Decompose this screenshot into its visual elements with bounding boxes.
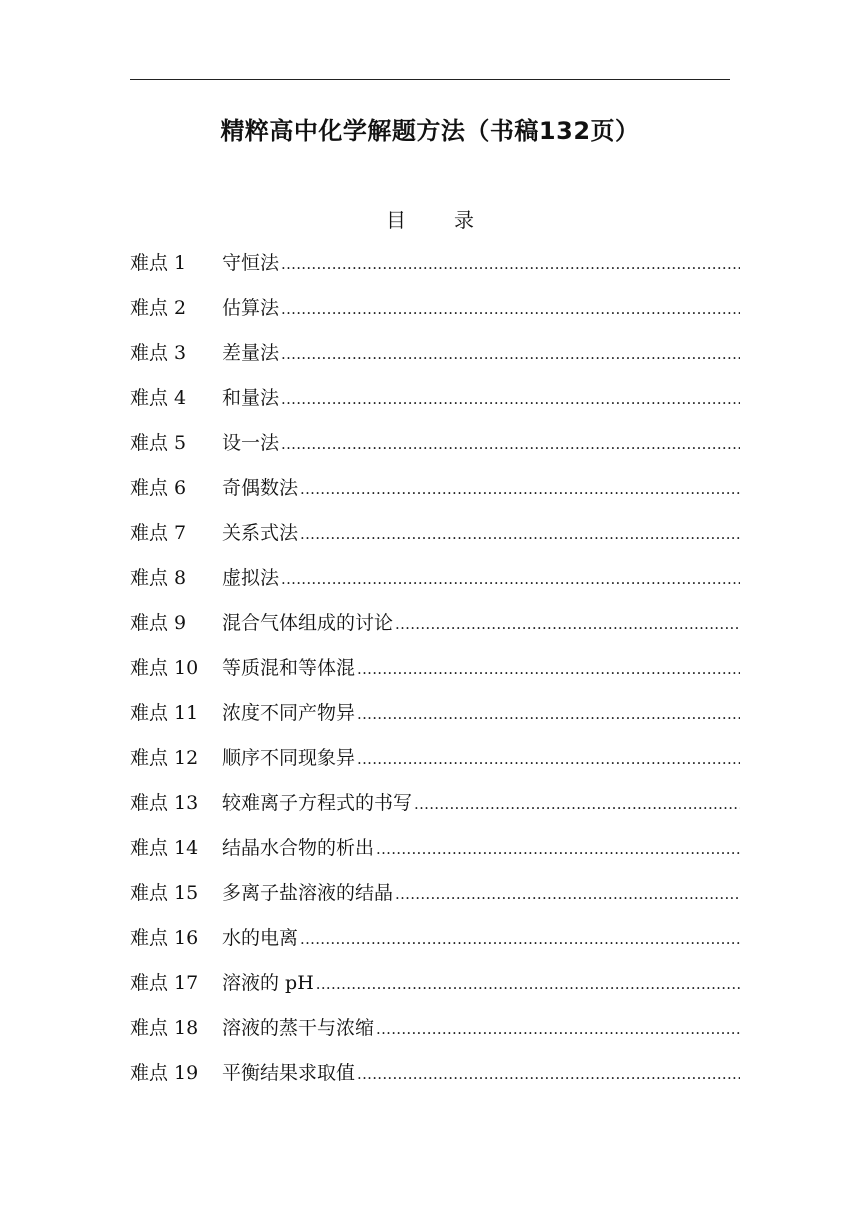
toc-entry-number: 难点 12 — [130, 747, 199, 769]
toc-entry[interactable] — [130, 384, 740, 429]
toc-entry[interactable] — [130, 699, 740, 744]
toc-entry-label: 虚拟法 — [222, 567, 280, 589]
dot-leader — [357, 700, 740, 728]
toc-heading-left: 目 — [386, 208, 406, 232]
toc-entry[interactable] — [130, 789, 740, 834]
toc-entry[interactable] — [130, 519, 740, 564]
toc-entry-label: 设一法 — [222, 432, 280, 454]
toc-heading-right: 录 — [454, 208, 474, 232]
toc-entry-label: 差量法 — [222, 342, 280, 364]
dot-leader — [300, 520, 740, 548]
dot-leader — [281, 385, 740, 413]
dot-leader — [281, 250, 740, 278]
toc-entry[interactable] — [130, 564, 740, 609]
toc-entry-label: 溶液的 pH — [222, 972, 314, 994]
toc-entry-number: 难点 16 — [130, 927, 199, 949]
table-of-contents — [130, 249, 740, 1104]
toc-entry-number: 难点 11 — [130, 702, 199, 724]
toc-entry[interactable] — [130, 1014, 740, 1059]
toc-entry-label: 和量法 — [222, 387, 280, 409]
toc-entry-number: 难点 10 — [130, 657, 199, 679]
dot-leader — [316, 970, 740, 998]
document-title: 精粹高中化学解题方法（书稿132页） — [220, 117, 640, 145]
toc-entry[interactable] — [130, 339, 740, 384]
toc-entry[interactable] — [130, 969, 740, 1014]
toc-entry[interactable] — [130, 924, 740, 969]
toc-entry[interactable] — [130, 294, 740, 339]
dot-leader — [300, 475, 740, 503]
dot-leader — [414, 790, 740, 818]
dot-leader — [281, 430, 740, 458]
toc-entry[interactable] — [130, 744, 740, 789]
toc-entry[interactable] — [130, 474, 740, 519]
dot-leader — [395, 610, 740, 638]
toc-entry-number: 难点 9 — [130, 612, 187, 634]
toc-entry-number: 难点 15 — [130, 882, 199, 904]
toc-entry-label: 守恒法 — [222, 252, 280, 274]
header-rule — [130, 79, 730, 80]
toc-entry-label: 平衡结果求取值 — [222, 1062, 356, 1084]
toc-entry-label: 奇偶数法 — [222, 477, 299, 499]
toc-entry[interactable] — [130, 1059, 740, 1104]
toc-entry-label: 多离子盐溶液的结晶 — [222, 882, 394, 904]
toc-entry-number: 难点 3 — [130, 342, 187, 364]
toc-entry-number: 难点 4 — [130, 387, 187, 409]
toc-entry[interactable] — [130, 879, 740, 924]
toc-entry-number: 难点 5 — [130, 432, 187, 454]
toc-entry-number: 难点 14 — [130, 837, 199, 859]
dot-leader — [281, 340, 740, 368]
toc-entry-label: 浓度不同产物异 — [222, 702, 356, 724]
toc-entry[interactable] — [130, 249, 740, 294]
toc-entry-number: 难点 6 — [130, 477, 187, 499]
dot-leader — [376, 835, 740, 863]
toc-entry-label: 水的电离 — [222, 927, 299, 949]
toc-entry-number: 难点 2 — [130, 297, 187, 319]
toc-entry-number: 难点 8 — [130, 567, 187, 589]
toc-entry-number: 难点 18 — [130, 1017, 199, 1039]
toc-entry-number: 难点 7 — [130, 522, 187, 544]
toc-entry-label: 关系式法 — [222, 522, 299, 544]
toc-entry-label: 混合气体组成的讨论 — [222, 612, 394, 634]
toc-entry-number: 难点 1 — [130, 252, 187, 274]
toc-entry-number: 难点 17 — [130, 972, 199, 994]
toc-entry-label: 结晶水合物的析出 — [222, 837, 375, 859]
dot-leader — [357, 1060, 740, 1088]
dot-leader — [300, 925, 740, 953]
toc-entry[interactable] — [130, 429, 740, 474]
dot-leader — [376, 1015, 740, 1043]
toc-entry[interactable] — [130, 609, 740, 654]
toc-entry-number: 难点 19 — [130, 1062, 199, 1084]
toc-entry-number: 难点 13 — [130, 792, 199, 814]
toc-entry-label: 溶液的蒸干与浓缩 — [222, 1017, 375, 1039]
dot-leader — [357, 745, 740, 773]
toc-entry-label: 等质混和等体混 — [222, 657, 356, 679]
dot-leader — [357, 655, 740, 683]
toc-entry-label: 较难离子方程式的书写 — [222, 792, 413, 814]
toc-entry[interactable] — [130, 654, 740, 699]
toc-heading — [0, 204, 860, 233]
dot-leader — [281, 565, 740, 593]
dot-leader — [281, 295, 740, 323]
toc-entry[interactable] — [130, 834, 740, 879]
toc-entry-label: 估算法 — [222, 297, 280, 319]
toc-entry-label: 顺序不同现象异 — [222, 747, 356, 769]
dot-leader — [395, 880, 740, 908]
